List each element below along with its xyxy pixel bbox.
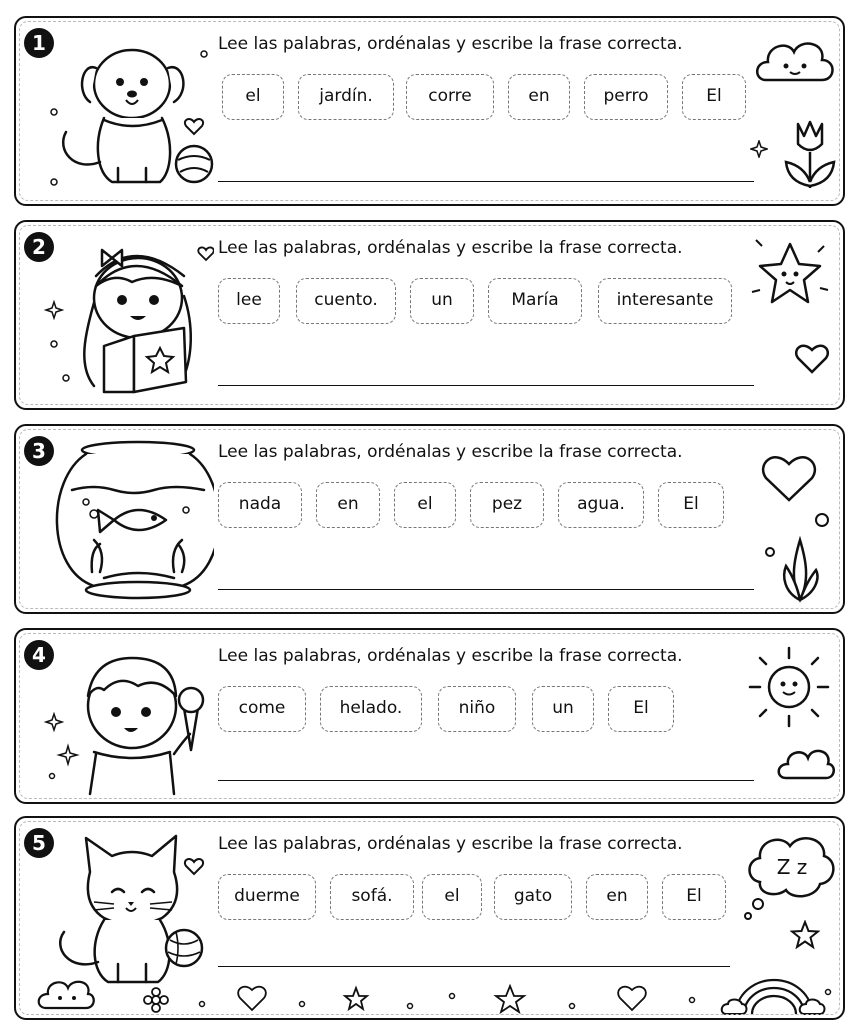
cloud-icon (776, 742, 836, 784)
exercise-number: 1 (24, 28, 54, 58)
answer-line[interactable] (218, 589, 754, 590)
boy-icecream-icon (34, 644, 214, 804)
word-tile[interactable]: corre (406, 74, 494, 120)
word-tile[interactable]: El (682, 74, 746, 120)
word-tile[interactable]: pez (470, 482, 544, 528)
word-tile[interactable]: gato (494, 874, 572, 920)
cat-icon (34, 832, 214, 992)
exercise-card-2 (14, 220, 845, 410)
thought-bubble-icon (740, 830, 840, 926)
word-tile[interactable]: el (422, 874, 482, 920)
word-tile[interactable]: duerme (218, 874, 316, 920)
sleep-text: Z z (776, 855, 808, 879)
word-tile[interactable]: nada (218, 482, 302, 528)
instruction-text: Lee las palabras, ordénalas y escribe la frase correcta. (218, 646, 683, 666)
sun-icon (746, 644, 832, 730)
fishbowl-icon (34, 440, 214, 600)
answer-line[interactable] (218, 181, 754, 182)
star-icon (748, 232, 832, 316)
instruction-text: Lee las palabras, ordénalas y escribe la frase correcta. (218, 34, 683, 54)
exercise-number: 3 (24, 436, 54, 466)
word-tile[interactable]: cuento. (296, 278, 396, 324)
word-tile[interactable]: El (658, 482, 724, 528)
cloud-icon (752, 30, 838, 90)
word-tile[interactable]: El (662, 874, 726, 920)
bottom-decor-strip (32, 970, 832, 1016)
instruction-text: Lee las palabras, ordénalas y escribe la frase correcta. (218, 442, 683, 462)
word-tile[interactable]: en (586, 874, 648, 920)
answer-line[interactable] (218, 385, 754, 386)
word-tile[interactable]: el (222, 74, 284, 120)
word-tile[interactable]: El (608, 686, 674, 732)
dog-icon (34, 32, 214, 192)
exercise-card-1 (14, 16, 845, 206)
exercise-card-3 (14, 424, 845, 614)
word-tile[interactable]: un (532, 686, 594, 732)
star-icon (790, 920, 820, 950)
sparkle-icon (750, 140, 768, 158)
word-tile[interactable]: un (410, 278, 474, 324)
word-tile[interactable]: jardín. (298, 74, 394, 120)
instruction-text: Lee las palabras, ordénalas y escribe la frase correcta. (218, 834, 683, 854)
instruction-text: Lee las palabras, ordénalas y escribe la frase correcta. (218, 238, 683, 258)
word-tile[interactable]: helado. (320, 686, 422, 732)
heart-icon (760, 452, 818, 504)
word-tile[interactable]: perro (584, 74, 668, 120)
exercise-number: 2 (24, 232, 54, 262)
answer-line[interactable] (218, 966, 730, 967)
answer-line[interactable] (218, 780, 754, 781)
word-tile[interactable]: el (394, 482, 456, 528)
word-tile[interactable]: agua. (558, 482, 644, 528)
word-tile[interactable]: come (218, 686, 306, 732)
exercise-card-4 (14, 628, 845, 804)
word-tile[interactable]: en (508, 74, 570, 120)
exercise-number: 4 (24, 640, 54, 670)
word-tile[interactable]: interesante (598, 278, 732, 324)
word-tile[interactable]: María (488, 278, 582, 324)
word-tile[interactable]: sofá. (330, 874, 414, 920)
heart-icon (794, 342, 830, 374)
word-tile[interactable]: niño (438, 686, 516, 732)
exercise-card-5 (14, 816, 845, 1020)
exercise-number: 5 (24, 828, 54, 858)
tulip-icon (782, 116, 838, 192)
girl-reading-icon (34, 236, 214, 396)
seaweed-icon (764, 510, 832, 604)
word-tile[interactable]: lee (218, 278, 280, 324)
word-tile[interactable]: en (316, 482, 380, 528)
